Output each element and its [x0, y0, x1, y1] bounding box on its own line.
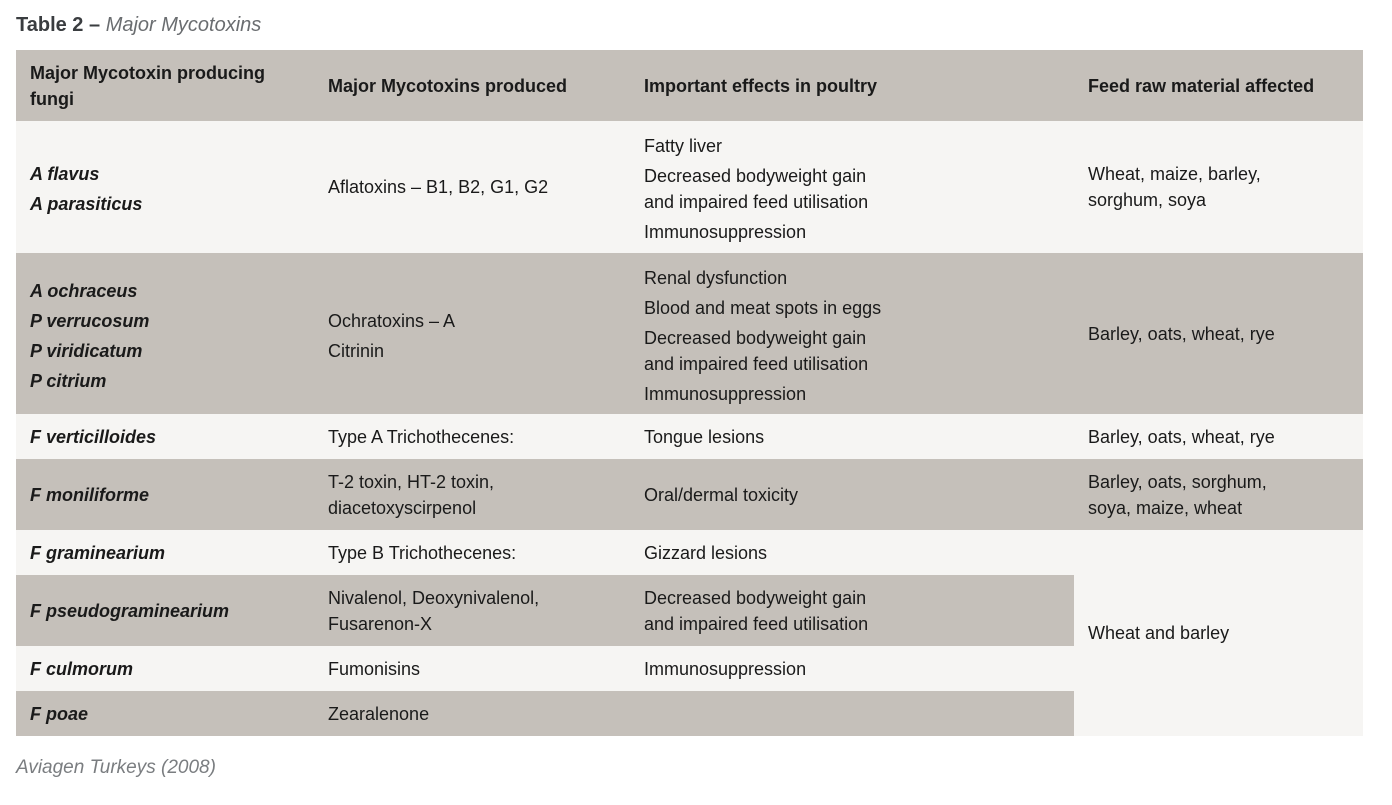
- fungus-name: F verticilloides: [16, 414, 314, 459]
- cell-effects: [630, 691, 1074, 736]
- cell-fungi: [16, 121, 314, 253]
- table-number: Table 2 –: [16, 14, 101, 36]
- effect-item: Blood and meat spots in eggs: [644, 297, 882, 318]
- cell-effects: Oral/dermal toxicity: [630, 459, 1074, 530]
- cell-feed: Wheat, maize, barley, sorghum, soya: [1074, 121, 1363, 253]
- cell-feed: Wheat and barley: [1074, 530, 1363, 736]
- mycotoxin-name: Citrinin: [328, 340, 385, 361]
- cell-effects: [630, 121, 1074, 253]
- fungus-name: F poae: [16, 691, 314, 736]
- effect-item: Immunosuppression: [644, 222, 807, 242]
- fungus-name: A flavus: [30, 164, 100, 184]
- cell-effects: Immunosuppression: [630, 646, 1074, 691]
- cell-mycotoxins: Type A Trichothecenes:: [314, 414, 630, 459]
- effect-item: Decreased bodyweight gain and impaired feed utilisation: [644, 327, 869, 374]
- mycotoxin-table: [16, 50, 1363, 736]
- fungus-name: P verrucosum: [30, 310, 150, 331]
- cell-mycotoxins: Nivalenol, Deoxynivalenol, Fusarenon-X: [314, 575, 630, 646]
- table-row: [16, 253, 1363, 414]
- cell-effects: [630, 253, 1074, 414]
- cell-feed: Barley, oats, wheat, rye: [1074, 414, 1363, 459]
- effect-item: Fatty liver: [644, 136, 723, 156]
- table-row: [16, 414, 1363, 459]
- header-mycotoxins: Major Mycotoxins produced: [314, 50, 630, 121]
- cell-mycotoxins: [314, 121, 630, 253]
- cell-fungi: [16, 253, 314, 414]
- fungus-name: F culmorum: [16, 646, 314, 691]
- source-citation: Aviagen Turkeys (2008): [16, 757, 216, 778]
- table-row: [16, 459, 1363, 530]
- cell-effects: Gizzard lesions: [630, 530, 1074, 575]
- fungus-name: P viridicatum: [30, 340, 143, 361]
- table-caption: [16, 14, 261, 37]
- header-feed: Feed raw material affected: [1074, 50, 1363, 121]
- fungus-name: F graminearium: [16, 530, 314, 575]
- cell-mycotoxins: Fumonisins: [314, 646, 630, 691]
- cell-mycotoxins: Zearalenone: [314, 691, 630, 736]
- header-fungi: Major Mycotoxin producing fungi: [16, 50, 314, 121]
- cell-feed: Barley, oats, wheat, rye: [1074, 253, 1363, 414]
- fungus-name: A ochraceus: [30, 280, 138, 301]
- effect-item: Renal dysfunction: [644, 267, 788, 288]
- table-header-row: [16, 50, 1363, 121]
- fungus-name: F moniliforme: [16, 459, 314, 530]
- cell-effects: Tongue lesions: [630, 414, 1074, 459]
- cell-feed: Barley, oats, sorghum, soya, maize, wheat: [1074, 459, 1363, 530]
- mycotoxin-name: Ochratoxins – A: [328, 310, 456, 331]
- table-title: Major Mycotoxins: [105, 14, 262, 36]
- header-effects: Important effects in poultry: [630, 50, 1074, 121]
- table-row: [16, 121, 1363, 253]
- effect-item: Decreased bodyweight gain and impaired feed utilisation: [644, 166, 869, 212]
- fungus-name: P citrium: [30, 370, 107, 391]
- fungus-name: F pseudograminearium: [16, 575, 314, 646]
- fungus-name: A parasiticus: [30, 194, 143, 214]
- cell-mycotoxins: Type B Trichothecenes:: [314, 530, 630, 575]
- cell-mycotoxins: [314, 253, 630, 414]
- table-row: [16, 530, 1363, 575]
- effect-item: Immunosuppression: [644, 383, 807, 404]
- cell-effects: Decreased bodyweight gain and impaired feed utilisation: [630, 575, 1074, 646]
- mycotoxin-name: Aflatoxins – B1, B2, G1, G2: [328, 177, 549, 197]
- cell-mycotoxins: T-2 toxin, HT-2 toxin, diacetoxyscirpenol: [314, 459, 630, 530]
